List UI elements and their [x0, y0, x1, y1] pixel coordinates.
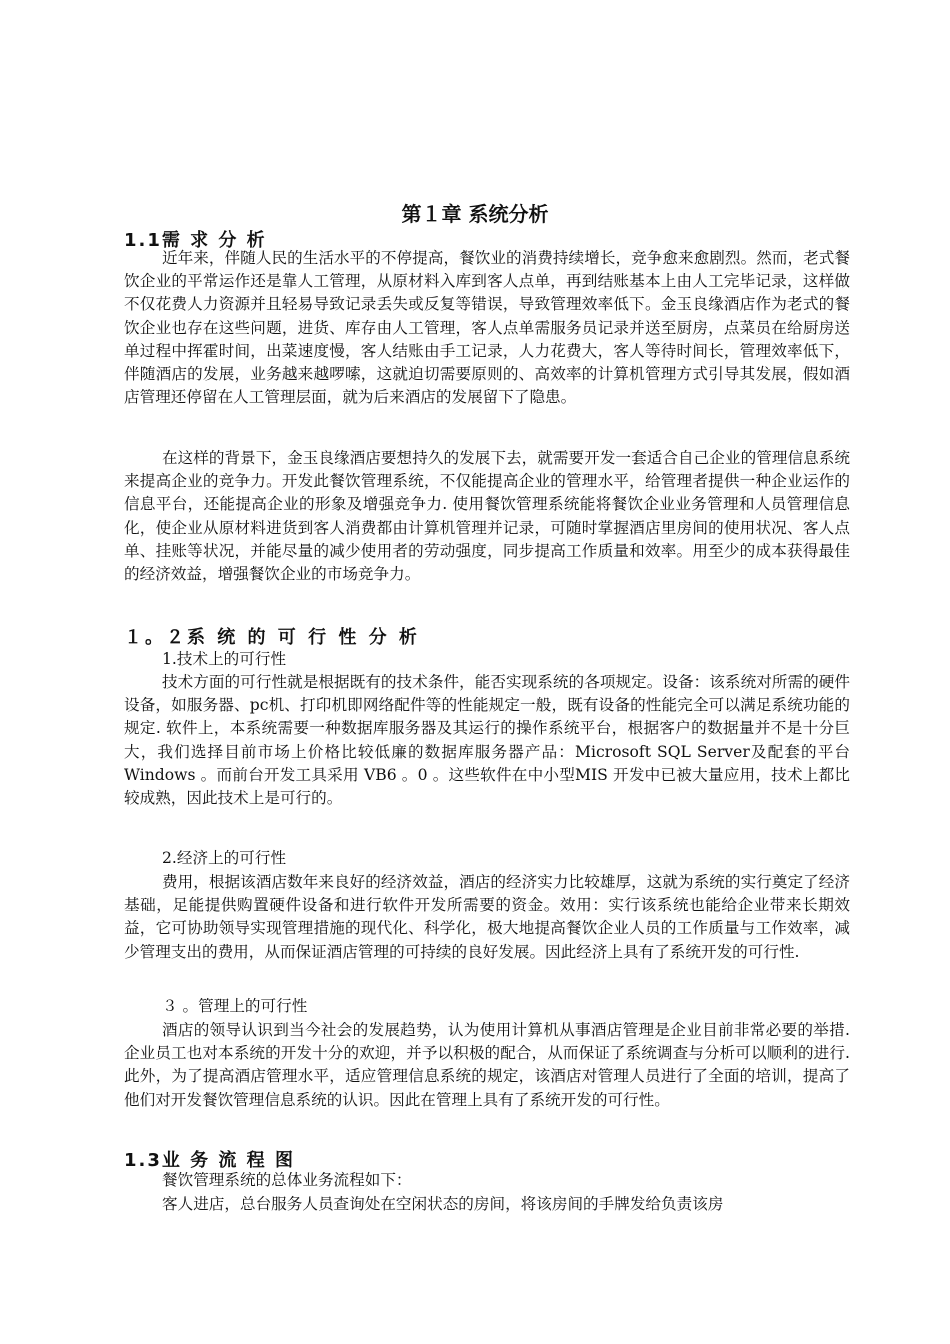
section-heading-1-3: 1.3业 务 流 程 图 [124, 1150, 295, 1171]
paragraph: 技术方面的可行性就是根据既有的技术条件，能否实现系统的各项规定。设备：该系统对所需的硬件设备，如服务器、pc机、打印机即网络配件等的性能规定一般，既有设备的性能完全可以满足系统功能的规定. 软件上，本系统需要一种数据库服务器及其运行的操作系统平台，根据客户的数据量并不是十分巨大，我们选择目前市场上价格比较低廉的数据库服务器产品：Microsoft SQL Server及配套的平台Windows 。而前台开发工具采用 VB6 。0 。这些软件在中小型MIS 开发中已被大量应用，技术上都比较成熟，因此技术上是可行的。 [124, 673, 850, 808]
paragraph: 近年来，伴随人民的生活水平的不停提高，餐饮业的消费持续增长，竞争愈来愈剧烈。然而，老式餐饮企业的平常运作还是靠人工管理，从原材料入库到客人点单，再到结账基本上由人工完毕记录，这样做不仅花费人力资源并且轻易导致记录丢失或反复等错误，导致管理效率低下。金玉良缘酒店作为老式的餐饮企业也存在这些问题，进货、库存由人工管理，客人点单需服务员记录并送至厨房，点菜员在给厨房送单过程中挥霍时间，出菜速度慢，客人结账由手工记录，人力花费大，客人等待时间长，管理效率低下，伴随酒店的发展，业务越来越啰嗦，这就迫切需要原则的、高效率的计算机管理方式引导其发展，假如酒店管理还停留在人工管理层面，就为后来酒店的发展留下了隐患。 [124, 249, 850, 407]
paragraph: 在这样的背景下，金玉良缘酒店要想持久的发展下去，就需要开发一套适合自己企业的管理信息系统来提高企业的竞争力。开发此餐饮管理系统，不仅能提高企业的管理水平，给管理者提供一种企业运作的信息平台，还能提高企业的形象及增强竞争力. 使用餐饮管理系统能将餐饮企业业务管理和人员管理信息化，使企业从原材料进货到客人消费都由计算机管理并记录，可随时掌握酒店里房间的使用状况、客人点单、挂账等状况，并能尽量的减少使用者的劳动强度，同步提高工作质量和效率。用至少的成本获得最佳的经济效益，增强餐饮企业的市场竞争力。 [124, 449, 850, 584]
paragraph: 客人进店，总台服务人员查询处在空闲状态的房间，将该房间的手牌发给负责该房 [162, 1195, 724, 1213]
paragraph: 餐饮管理系统的总体业务流程如下： [162, 1171, 412, 1189]
subheading-management-feasibility: ３ 。管理上的可行性 [162, 997, 308, 1015]
subheading-technical-feasibility: 1.技术上的可行性 [162, 650, 287, 668]
paragraph: 酒店的领导认识到当今社会的发展趋势，认为使用计算机从事酒店管理是企业目前非常必要的举措. 企业员工也对本系统的开发十分的欢迎，并予以积极的配合，从而保证了系统调查与分析可以顺利的进行. 此外，为了提高酒店管理水平，适应管理信息系统的规定，该酒店对管理人员进行了全面的培训，提高了他们对开发餐饮管理信息系统的认识。因此在管理上具有了系统开发的可行性。 [124, 1021, 850, 1109]
subheading-economic-feasibility: 2.经济上的可行性 [162, 849, 287, 867]
section-heading-1-2: １。２系 统 的 可 行 性 分 析 [124, 627, 420, 648]
chapter-title: 第１章 系统分析 [401, 202, 549, 226]
paragraph: 费用，根据该酒店数年来良好的经济效益，酒店的经济实力比较雄厚，这就为系统的实行奠定了经济基础，足能提供购置硬件设备和进行软件开发所需要的资金。效用：实行该系统也能给企业带来长期效益，它可协助领导实现管理措施的现代化、科学化，极大地提高餐饮企业人员的工作质量与工作效率，减少管理支出的费用，从而保证酒店管理的可持续的良好发展。因此经济上具有了系统开发的可行性. [124, 873, 850, 961]
section-heading-1-1: 1.1需 求 分 析 [124, 230, 267, 251]
